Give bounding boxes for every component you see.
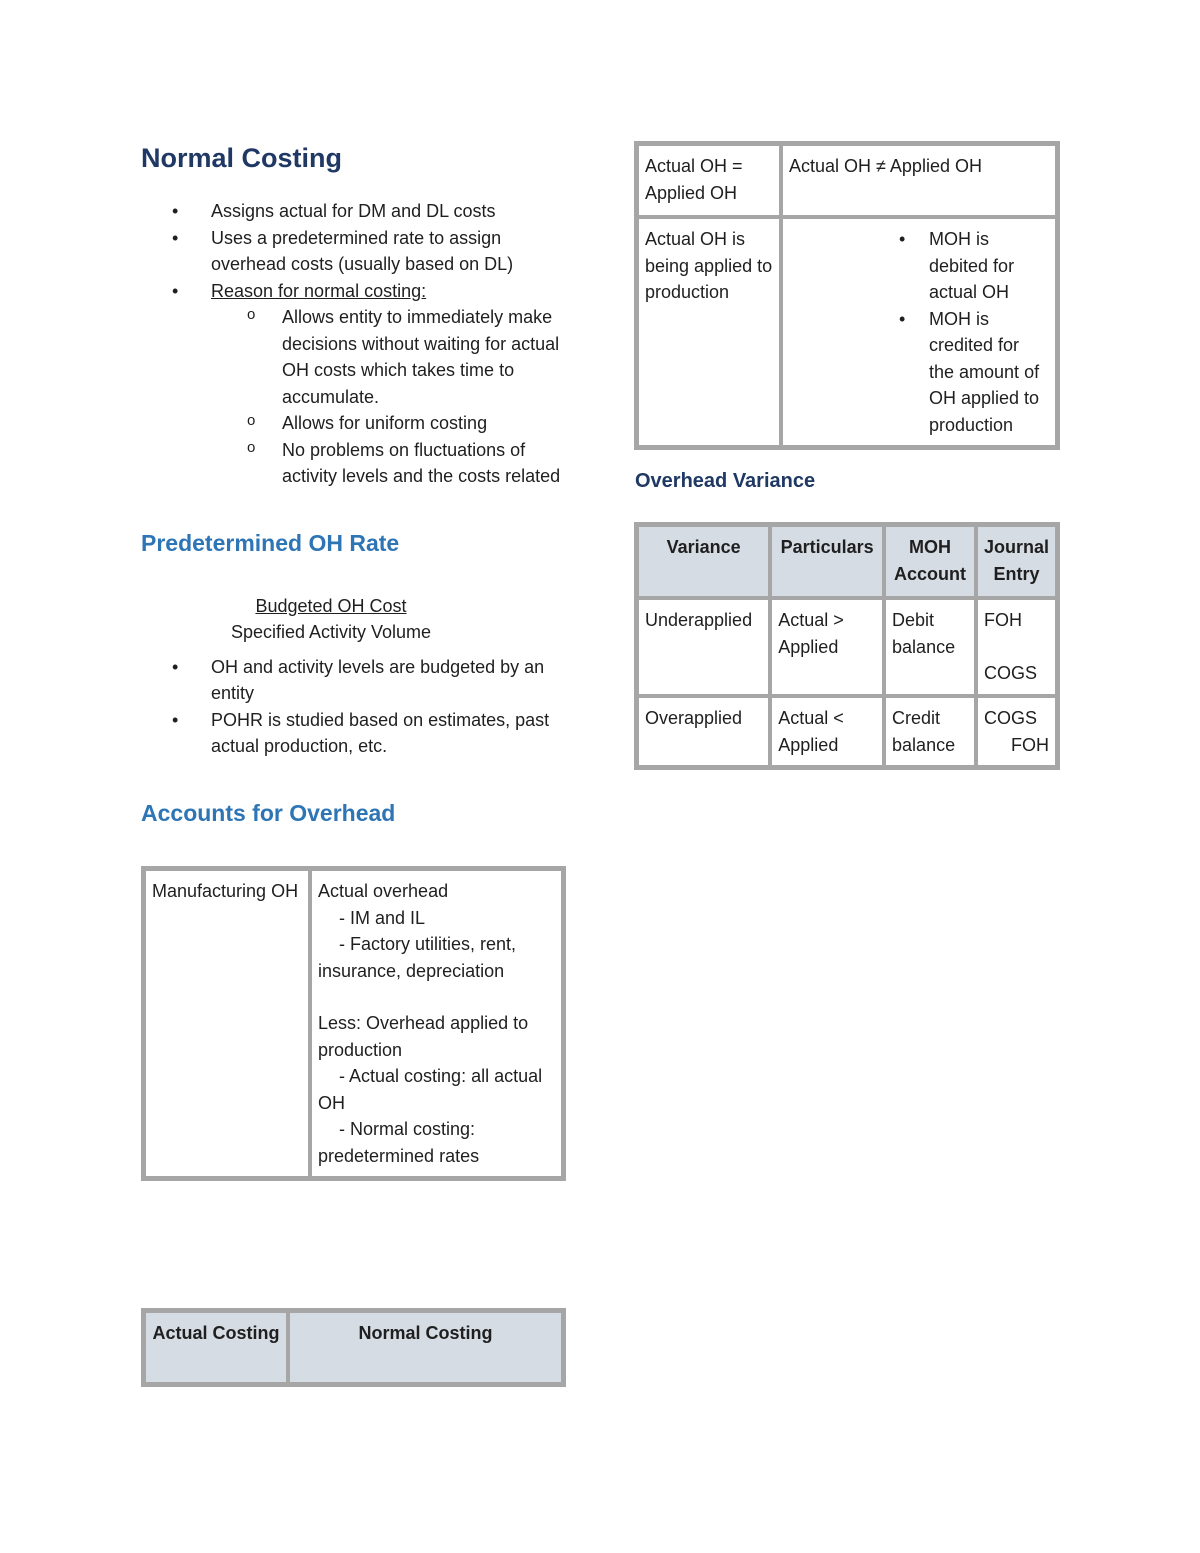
particulars-cell: Actual < Applied — [770, 696, 884, 767]
account-cell: Debit balance — [884, 598, 976, 696]
list-item: • POHR is studied based on estimates, past actual production, etc. — [141, 707, 571, 760]
je-debit: FOH — [983, 610, 1022, 630]
reason-label: Reason for normal costing: — [211, 280, 427, 301]
header-journal-entry: Journal Entry — [976, 525, 1057, 598]
variance-cell: Underapplied — [637, 598, 770, 696]
list-item: o Allows for uniform costing — [141, 410, 571, 437]
je-credit: FOH — [1011, 734, 1049, 755]
detail-line: - Actual costing: all actual OH — [318, 1066, 543, 1113]
je-credit: COGS — [983, 662, 1037, 683]
normal-costing-title: Normal Costing — [141, 143, 343, 173]
header-not-equal: Actual OH ≠ Applied OH — [781, 144, 1057, 217]
normal-costing-list — [141, 198, 571, 490]
variance-table — [634, 522, 1060, 770]
table-row — [637, 598, 1057, 696]
journal-entry-cell — [976, 598, 1057, 696]
header-normal-costing: Normal Costing — [288, 1311, 563, 1384]
manufacturing-oh-cell: Manufacturing OH — [144, 869, 310, 1178]
not-equal-description — [781, 217, 1057, 447]
table-row — [637, 144, 1057, 217]
table-row — [637, 217, 1057, 447]
pohr-title: Predetermined OH Rate — [141, 529, 400, 556]
header-moh-account: MOH Account — [884, 525, 976, 598]
equal-description: Actual OH is being applied to production — [637, 217, 781, 447]
list-item: o Allows entity to immediately make decisions without waiting for actual OH costs which takes time to accumulate. — [141, 304, 571, 410]
detail-line: Actual overhead — [318, 881, 449, 901]
header-particulars: Particulars — [770, 525, 884, 598]
journal-entry-cell — [976, 696, 1057, 767]
formula-denominator: Specified Activity Volume — [230, 622, 432, 642]
overhead-variance-title: Overhead Variance — [635, 470, 816, 492]
reason-list — [211, 304, 571, 490]
detail-line: - Factory utilities, rent, insurance, depreciation — [318, 934, 517, 981]
formula-numerator: Budgeted OH Cost — [255, 595, 407, 616]
particulars-cell: Actual > Applied — [770, 598, 884, 696]
je-debit: COGS — [983, 708, 1037, 728]
detail-line: - IM and IL — [339, 907, 426, 928]
table-row — [637, 696, 1057, 767]
accounts-table — [141, 866, 566, 1181]
list-item: • MOH is credited for the amount of OH applied to production — [889, 306, 1049, 439]
list-item: • Assigns actual for DM and DL costs — [141, 198, 571, 225]
header-actual-costing: Actual Costing — [144, 1311, 288, 1384]
pohr-formula — [141, 593, 521, 646]
header-equal: Actual OH = Applied OH — [637, 144, 781, 217]
list-item: • MOH is debited for actual OH — [889, 226, 1049, 306]
accounts-title: Accounts for Overhead — [141, 799, 396, 826]
list-item — [141, 278, 571, 490]
detail-line: - Normal costing: predetermined rates — [318, 1119, 480, 1166]
variance-cell: Overapplied — [637, 696, 770, 767]
list-item: o No problems on fluctuations of activity levels and the costs related — [141, 437, 571, 490]
detail-line: Less: Overhead applied to production — [318, 1013, 529, 1060]
list-item: • OH and activity levels are budgeted by an entity — [141, 654, 571, 707]
pohr-list — [141, 654, 571, 760]
account-cell: Credit balance — [884, 696, 976, 767]
costing-compare-table — [141, 1308, 566, 1387]
oh-application-table — [634, 141, 1060, 450]
list-item: • Uses a predetermined rate to assign overhead costs (usually based on DL) — [141, 225, 571, 278]
table-row — [144, 1311, 563, 1384]
header-variance: Variance — [637, 525, 770, 598]
accounts-detail-cell — [310, 869, 563, 1178]
left-column — [141, 143, 571, 827]
table-row — [637, 525, 1057, 598]
table-row — [144, 869, 563, 1178]
